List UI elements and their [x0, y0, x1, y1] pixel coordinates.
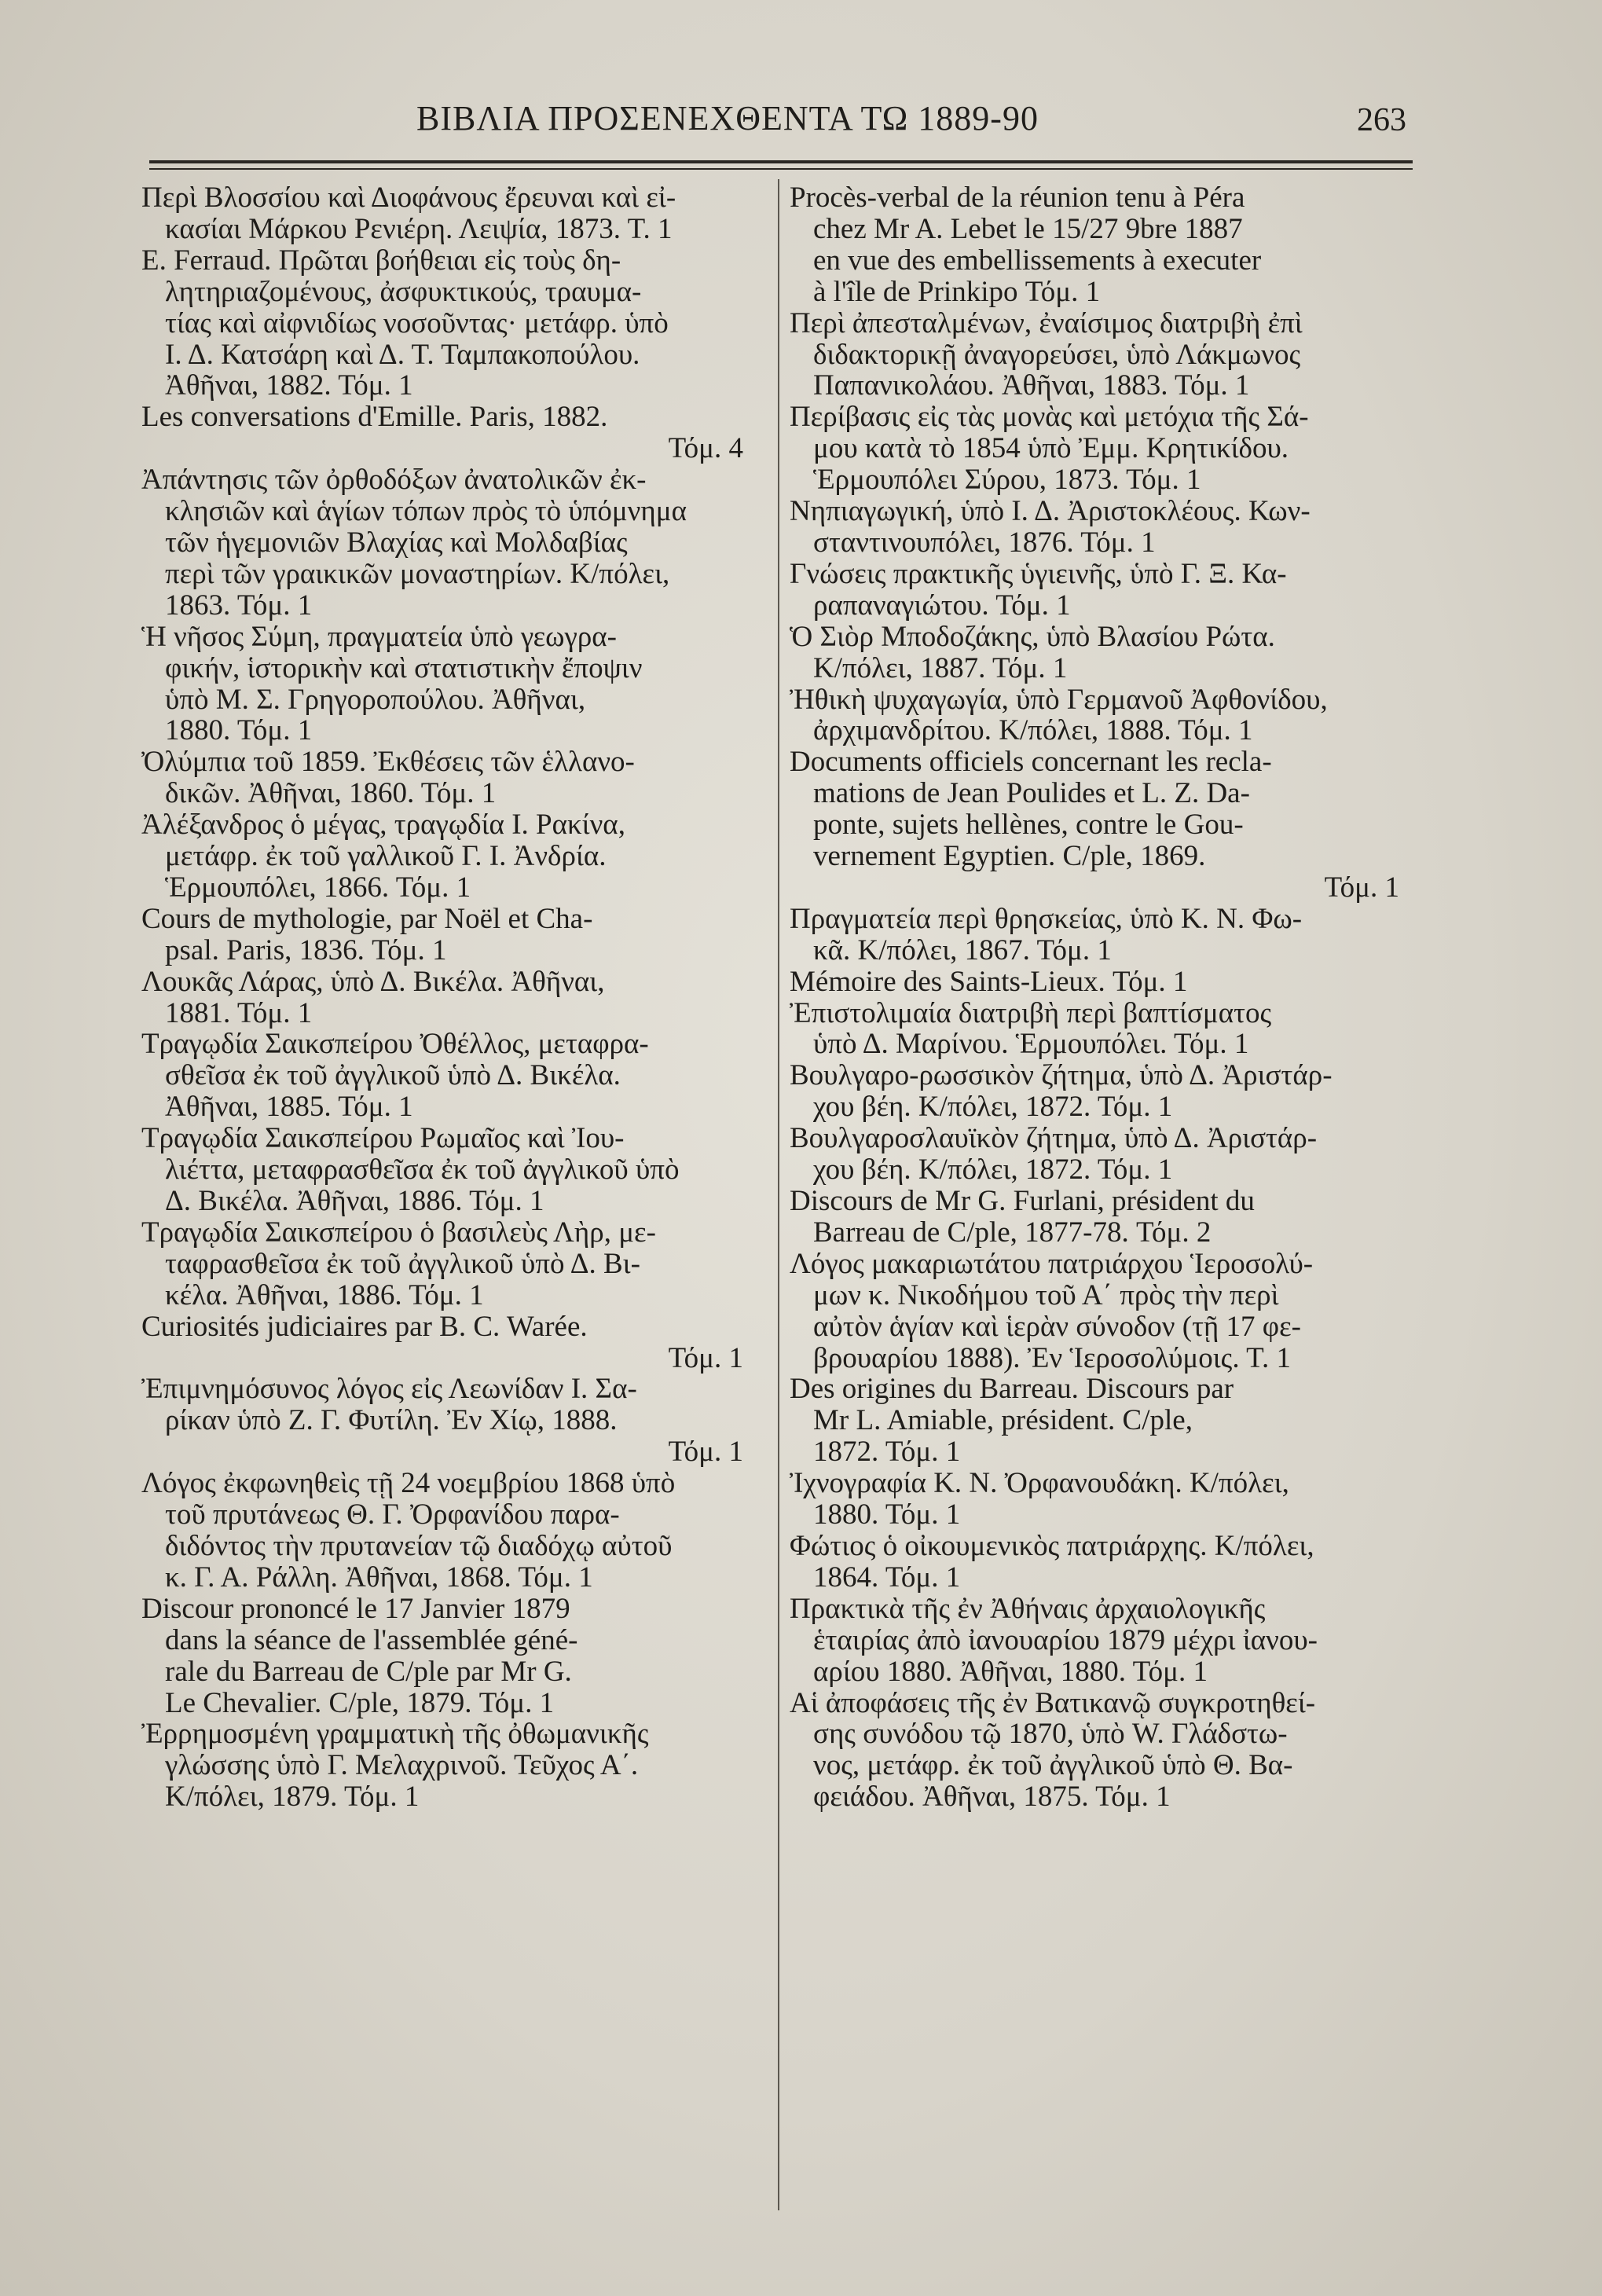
catalogue-entry	[790, 746, 1410, 904]
entry-line: ρίκαν ὑπὸ Ζ. Γ. Φυτίλη. Ἐν Χίῳ, 1888.	[165, 1404, 618, 1437]
entry-line: Ὀλύμπια τοῦ 1859. Ἐκθέσεις τῶν ἑλλανο-	[141, 746, 635, 779]
entry-line: Ἀλέξανδρος ὁ μέγας, τραγῳδία Ι. Ρακίνα,	[141, 809, 625, 842]
catalogue-entry	[790, 1249, 1410, 1374]
entry-line: Ἀθῆναι, 1882. Τόμ. 1	[165, 369, 413, 402]
entry-line: vernement Egyptien. C/ple, 1869.	[813, 840, 1206, 873]
entry-line: Documents officiels concernant les recla-	[790, 746, 1272, 779]
entry-line: Ἀπάντησις τῶν ὀρθοδόξων ἀνατολικῶν ἐκ-	[141, 464, 647, 497]
entry-line: Mémoire des Saints-Lieux. Τόμ. 1	[790, 965, 1188, 998]
entry-line: Les conversations d'Emille. Paris, 1882.	[141, 401, 608, 434]
entry-line: Περίβασις εἰς τὰς μονὰς καὶ μετόχια τῆς Σά-	[790, 401, 1309, 434]
entry-line: μετάφρ. ἐκ τοῦ γαλλικοῦ Γ. Ι. Ἀνδρία.	[165, 840, 607, 873]
catalogue-entry	[790, 1374, 1410, 1468]
entry-line: 1880. Τόμ. 1	[813, 1498, 961, 1531]
entry-line: 1864. Τόμ. 1	[813, 1561, 961, 1594]
entry-line: ὑπὸ Δ. Μαρίνου. Ἑρμουπόλει. Τόμ. 1	[813, 1028, 1249, 1061]
entry-line: Παπανικολάου. Ἀθῆναι, 1883. Τόμ. 1	[813, 369, 1250, 402]
entry-line: διδόντος τὴν πρυτανείαν τῷ διαδόχῳ αὐτοῦ	[165, 1529, 673, 1562]
entry-line: φειάδου. Ἀθῆναι, 1875. Τόμ. 1	[813, 1781, 1171, 1814]
entry-line: σης συνόδου τῷ 1870, ὑπὸ W. Γλάδστω-	[813, 1718, 1288, 1751]
entry-line: Βουλγαροσλαυϊκὸν ζήτημα, ὑπὸ Δ. Ἀριστάρ-	[790, 1122, 1318, 1155]
entry-line: Περὶ ἀπεσταλμένων, ἐναίσιμος διατριβὴ ἐπὶ	[790, 306, 1303, 339]
catalogue-entry	[790, 1688, 1410, 1814]
entry-line: Αἱ ἀποφάσεις τῆς ἐν Βατικανῷ συγκροτηθεί-	[790, 1686, 1316, 1719]
catalogue-entry	[141, 1311, 754, 1374]
entry-line: κασίαι Μάρκου Ρενιέρη. Λειψία, 1873. Τ. 1	[165, 212, 673, 245]
catalogue-entry	[790, 308, 1410, 402]
entry-line: κ. Γ. Α. Ράλλη. Ἀθῆναι, 1868. Τόμ. 1	[165, 1561, 593, 1594]
catalogue-entry	[790, 1123, 1410, 1186]
entry-line: chez Mr A. Lebet le 15/27 9bre 1887	[813, 212, 1243, 245]
entry-line: Curiosités judiciaires par B. C. Warée.	[141, 1310, 588, 1343]
entry-line: τῶν ἡγεμονιῶν Βλαχίας καὶ Μολδαβίας	[165, 526, 628, 559]
entry-line: ἑταιρίας ἀπὸ ἰανουαρίου 1879 μέχρι ἰανου-	[813, 1623, 1318, 1656]
entry-line: χου βέη. Κ/πόλει, 1872. Τόμ. 1	[813, 1091, 1173, 1124]
catalogue-entry	[141, 1594, 754, 1719]
catalogue-entry	[790, 1468, 1410, 1531]
entry-line: τίας καὶ αἰφνιδίως νοσοῦντας· μετάφρ. ὑπὸ	[165, 306, 669, 339]
entry-line: κέλα. Ἀθῆναι, 1886. Τόμ. 1	[165, 1278, 484, 1311]
entry-line: φικήν, ἱστορικὴν καὶ στατιστικὴν ἔποψιν	[165, 651, 643, 684]
header-rule-thick	[149, 160, 1413, 163]
right-column	[790, 182, 1410, 1813]
entry-line: Ἀθῆναι, 1885. Τόμ. 1	[165, 1091, 413, 1124]
entry-line: Ἐπιμνημόσυνος λόγος εἰς Λεωνίδαν Ι. Σα-	[141, 1373, 637, 1406]
entry-line: ἀρχιμανδρίτου. Κ/πόλει, 1888. Τόμ. 1	[813, 714, 1253, 747]
entry-line: νος, μετάφρ. ἐκ τοῦ ἀγγλικοῦ ὑπὸ Θ. Βα-	[813, 1749, 1293, 1782]
entry-line: en vue des embellissements à executer	[813, 244, 1262, 277]
entry-line: Βουλγαρο-ρωσσικὸν ζήτημα, ὑπὸ Δ. Ἀριστάρ-	[790, 1059, 1333, 1092]
catalogue-entry	[790, 496, 1410, 559]
entry-line: Ἐπιστολιμαία διατριβὴ περὶ βαπτίσματος	[790, 996, 1272, 1029]
entry-line: διδακτορικῇ ἀναγορεύσει, ὑπὸ Λάκμωνος	[813, 338, 1301, 371]
entry-line: rale du Barreau de C/ple par Mr G.	[165, 1655, 572, 1688]
entry-line: δικῶν. Ἀθῆναι, 1860. Τόμ. 1	[165, 777, 497, 810]
entry-line: 1872. Τόμ. 1	[813, 1436, 961, 1469]
entry-line: Ὁ Σιὸρ Μποδοζάκης, ὑπὸ Βλασίου Ρώτα.	[790, 620, 1275, 653]
entry-line: Τραγῳδία Σαικσπείρου Ρωμαῖος καὶ Ἰου-	[141, 1122, 625, 1155]
entry-line: Τόμ. 4	[668, 432, 743, 465]
entry-line: 1880. Τόμ. 1	[165, 714, 313, 747]
entry-line: 1863. Τόμ. 1	[165, 589, 313, 622]
entry-line: αρίου 1880. Ἀθῆναι, 1880. Τόμ. 1	[813, 1655, 1208, 1688]
entry-line: Des origines du Barreau. Discours par	[790, 1373, 1234, 1406]
page-title: ΒΙΒΛΙΑ ΠΡΟΣΕΝΕΧΘΕΝΤΑ ΤΩ 1889-90	[416, 99, 1039, 138]
entry-line: χου βέη. Κ/πόλει, 1872. Τόμ. 1	[813, 1154, 1173, 1187]
entry-line: Πραγματεία περὶ θρησκείας, ὑπὸ Κ. Ν. Φω-	[790, 902, 1303, 935]
entry-line: Ἐρρημοσμένη γραμματικὴ τῆς ὀθωμανικῆς	[141, 1718, 649, 1751]
entry-line: Τόμ. 1	[668, 1436, 743, 1469]
catalogue-entry	[141, 402, 754, 464]
catalogue-entry	[790, 684, 1410, 747]
entry-line: Φώτιος ὁ οἰκουμενικὸς πατριάρχης. Κ/πόλει,	[790, 1529, 1314, 1562]
entry-line: Ἠθικὴ ψυχαγωγία, ὑπὸ Γερμανοῦ Ἀφθονίδου,	[790, 683, 1328, 716]
entry-line: à l'île de Prinkipo Τόμ. 1	[813, 275, 1101, 308]
entry-line: Λουκᾶς Λάρας, ὑπὸ Δ. Βικέλα. Ἀθῆναι,	[141, 965, 605, 998]
entry-line: κᾶ. Κ/πόλει, 1867. Τόμ. 1	[813, 933, 1112, 966]
entry-line: τοῦ πρυτάνεως Θ. Γ. Ὀρφανίδου παρα-	[165, 1498, 620, 1531]
entry-line: γλώσσης ὑπὸ Γ. Μελαχρινοῦ. Τεῦχος Α΄.	[165, 1749, 639, 1782]
catalogue-entry	[141, 1217, 754, 1311]
entry-line: Λόγος ἐκφωνηθεὶς τῇ 24 νοεμβρίου 1868 ὑπὸ	[141, 1467, 676, 1500]
entry-line: Ἑρμουπόλει, 1866. Τόμ. 1	[165, 871, 471, 904]
entry-line: 1881. Τόμ. 1	[165, 996, 313, 1029]
entry-line: περὶ τῶν γραικικῶν μοναστηρίων. Κ/πόλει,	[165, 557, 670, 590]
catalogue-entry	[790, 1594, 1410, 1688]
entry-line: μων κ. Νικοδήμου τοῦ Α΄ πρὸς τὴν περὶ	[813, 1278, 1279, 1311]
catalogue-entry	[141, 966, 754, 1029]
catalogue-entry	[141, 1029, 754, 1123]
catalogue-entry	[790, 182, 1410, 308]
catalogue-entry	[141, 904, 754, 966]
entry-line: Discours de Mr G. Furlani, président du	[790, 1185, 1255, 1217]
entry-line: Νηπιαγωγική, ὑπὸ Ι. Δ. Ἀριστοκλέους. Κων-	[790, 495, 1311, 528]
entry-line: Γνώσεις πρακτικῆς ὑγιεινῆς, ὑπὸ Γ. Ξ. Κα-	[790, 557, 1287, 590]
entry-line: Barreau de C/ple, 1877-78. Τόμ. 2	[813, 1216, 1212, 1249]
entry-line: ταφρασθεῖσα ἐκ τοῦ ἀγγλικοῦ ὑπὸ Δ. Βι-	[165, 1247, 640, 1280]
entry-line: dans la séance de l'assemblée géné-	[165, 1623, 578, 1656]
left-column	[141, 182, 754, 1813]
catalogue-entry	[790, 998, 1410, 1061]
entry-line: σταντινουπόλει, 1876. Τόμ. 1	[813, 526, 1156, 559]
catalogue-entry	[141, 1123, 754, 1217]
page-number: 263	[1357, 102, 1406, 138]
catalogue-entry	[790, 1186, 1410, 1249]
entry-line: λητηριαζομένους, ἀσφυκτικούς, τραυμα-	[165, 275, 642, 308]
entry-line: αὐτὸν ἁγίαν καὶ ἱερὰν σύνοδον (τῇ 17 φε-	[813, 1310, 1301, 1343]
entry-line: σθεῖσα ἐκ τοῦ ἀγγλικοῦ ὑπὸ Δ. Βικέλα.	[165, 1059, 621, 1092]
catalogue-entry	[141, 182, 754, 245]
catalogue-entry	[141, 746, 754, 809]
catalogue-entry	[141, 622, 754, 747]
entry-line: μου κατὰ τὸ 1854 ὑπὸ Ἐμμ. Κρητικίδου.	[813, 432, 1289, 465]
entry-line: Le Chevalier. C/ple, 1879. Τόμ. 1	[165, 1686, 555, 1719]
entry-line: Κ/πόλει, 1887. Τόμ. 1	[813, 651, 1068, 684]
entry-line: Procès-verbal de la réunion tenu à Péra	[790, 182, 1245, 214]
catalogue-entry	[141, 245, 754, 402]
catalogue-entry	[790, 402, 1410, 496]
entry-line: Λόγος μακαριωτάτου πατριάρχου Ἱεροσολύ-	[790, 1247, 1314, 1280]
entry-line: Περὶ Βλοσσίου καὶ Διοφάνους ἔρευναι καὶ εἰ-	[141, 182, 676, 214]
catalogue-entry	[141, 1468, 754, 1594]
catalogue-entry	[141, 809, 754, 904]
catalogue-entry	[790, 1060, 1410, 1123]
entry-line: Τραγῳδία Σαικσπείρου Ὀθέλλος, μεταφρα-	[141, 1028, 649, 1061]
catalogue-entry	[141, 1374, 754, 1468]
catalogue-entry	[790, 1531, 1410, 1594]
entry-line: Τόμ. 1	[1324, 871, 1399, 904]
catalogue-entry	[790, 966, 1410, 998]
entry-line: Ἑρμουπόλει Σύρου, 1873. Τόμ. 1	[813, 464, 1201, 497]
entry-line: mations de Jean Poulides et L. Z. Da-	[813, 777, 1250, 810]
catalogue-entry	[790, 559, 1410, 622]
catalogue-entry	[790, 622, 1410, 684]
entry-line: ponte, sujets hellènes, contre le Gou-	[813, 809, 1244, 842]
entry-line: E. Ferraud. Πρῶται βοήθειαι εἰς τοὺς δη-	[141, 244, 621, 277]
entry-line: κλησιῶν καὶ ἁγίων τόπων πρὸς τὸ ὑπόμνημα	[165, 495, 687, 528]
entry-line: Ἡ νῆσος Σύμη, πραγματεία ὑπὸ γεωγρα-	[141, 620, 617, 653]
entry-line: Discour prononcé le 17 Janvier 1879	[141, 1592, 570, 1625]
entry-line: Ι. Δ. Κατσάρη καὶ Δ. Τ. Ταμπακοπούλου.	[165, 338, 640, 371]
header-rule-thin	[149, 168, 1413, 170]
entry-line: λιέττα, μεταφρασθεῖσα ἐκ τοῦ ἀγγλικοῦ ὑπὸ	[165, 1154, 680, 1187]
entry-line: psal. Paris, 1836. Τόμ. 1	[165, 933, 447, 966]
entry-line: Πρακτικὰ τῆς ἐν Ἀθήναις ἀρχαιολογικῆς	[790, 1592, 1266, 1625]
entry-line: ὑπὸ Μ. Σ. Γρηγοροπούλου. Ἀθῆναι,	[165, 683, 586, 716]
catalogue-entry	[141, 1718, 754, 1813]
entry-line: Cours de mythologie, par Noël et Cha-	[141, 902, 593, 935]
catalogue-entry	[790, 904, 1410, 966]
running-header	[149, 98, 1414, 153]
catalogue-entry	[141, 464, 754, 622]
column-divider	[778, 179, 779, 2210]
entry-line: Ἰχνογραφία Κ. Ν. Ὀρφανουδάκη. Κ/πόλει,	[790, 1467, 1289, 1500]
entry-line: βρουαρίου 1888). Ἐν Ἱεροσολύμοις. Τ. 1	[813, 1341, 1292, 1374]
entry-line: Δ. Βικέλα. Ἀθῆναι, 1886. Τόμ. 1	[165, 1185, 544, 1217]
entry-line: Τραγῳδία Σαικσπείρου ὁ βασιλεὺς Λὴρ, με-	[141, 1216, 656, 1249]
entry-line: Mr L. Amiable, président. C/ple,	[813, 1404, 1193, 1437]
entry-line: Κ/πόλει, 1879. Τόμ. 1	[165, 1781, 420, 1814]
entry-line: ραπαναγιώτου. Τόμ. 1	[813, 589, 1071, 622]
entry-line: Τόμ. 1	[668, 1341, 743, 1374]
